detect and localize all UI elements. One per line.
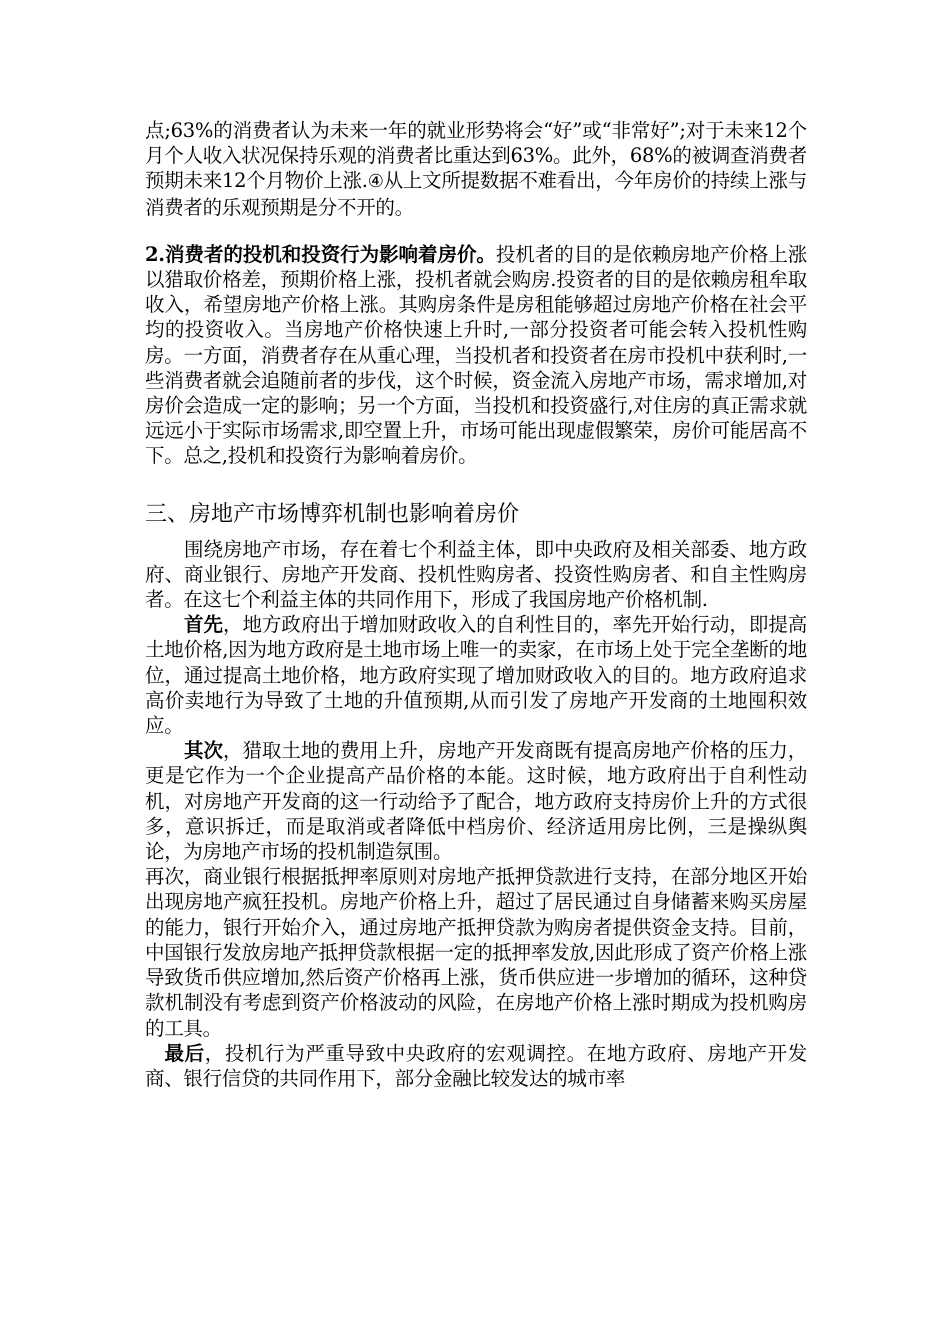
text-column <box>145 118 807 1091</box>
footnote-marker: ④ <box>367 171 384 193</box>
paragraph-second <box>145 738 807 864</box>
paragraph-last <box>145 1041 807 1091</box>
paragraph-speculation-investment <box>145 242 807 469</box>
paragraph-text: 围绕房地产市场，存在着七个利益主体，即中央政府及相关部委、地方政府、商业银行、房地产开发商、投机性购房者、投资性购房者、和自主性购房者。在这七个利益主体的共同作用下，形成了我国房地产价格机制. <box>145 537 807 612</box>
paragraph-third <box>145 864 807 1040</box>
paragraph-lead: 首先 <box>184 613 223 637</box>
section-heading: 三、房地产市场博弈机制也影响着房价 <box>145 501 520 527</box>
paragraph-lead: 最后 <box>164 1041 205 1065</box>
paragraph-first <box>145 612 807 738</box>
paragraph-text: ，猎取土地的费用上升，房地产开发商既有提高房地产价格的压力，更是它作为一个企业提高产品价格的本能。这时候，地方政府出于自利性动机，对房地产开发商的这一行动给予了配合，地方政府支持房价上升的方式很多，意识拆迁，而是取消或者降低中档房价、经济适用房比例，三是操纵舆论，为房地产市场的投机制造氛围。 <box>145 739 807 864</box>
paragraph-text: ，投机行为严重导致中央政府的宏观调控。在地方政府、房地产开发商、银行信贷的共同作用下，部分金融比较发达的城市率 <box>145 1041 807 1090</box>
paragraph-text: 再次，商业银行根据抵押率原则对房地产抵押贷款进行支持，在部分地区开始出现房地产疯狂投机。房地产价格上升，超过了居民通过自身储蓄来购买房屋的能力，银行开始介入，通过房地产抵押贷款为购房者提供资金支持。目前，中国银行发放房地产抵押贷款根据一定的抵押率发放,因此形成了资产价格上涨导致货币供应增加,然后资产价格再上涨，货币供应进一步增加的循环，这种贷款机制没有考虑到资产价格波动的风险，在房地产价格上涨时期成为投机购房的工具。 <box>145 865 807 1040</box>
paragraph-text: ，地方政府出于增加财政收入的自利性目的，率先开始行动，即提高土地价格,因为地方政府是土地市场上唯一的卖家，在市场上处于完全垄断的地位，通过提高土地价格，地方政府实现了增加财政收入的目的。地方政府追求高价卖地行为导致了土地的升值预期,从而引发了房地产开发商的土地囤积效应。 <box>145 613 807 738</box>
paragraph-text: 投机者的目的是依赖房地产价格上涨以猎取价格差，预期价格上涨，投机者就会购房.投资者的目的是依赖房租牟取收入，希望房地产价格上涨。其购房条件是房租能够超过房地产价格在社会平均的投资收入。当房地产价格快速上升时,一部分投资者可能会转入投机性购房。一方面，消费者存在从重心理，当投机者和投资者在房市投机中获利时,一些消费者就会追随前者的步伐，这个时候，资金流入房地产市场，需求增加,对房价会造成一定的影响；另一个方面，当投机和投资盛行,对住房的真正需求就远远小于实际市场需求,即空置上升，市场可能出现虚假繁荣，房价可能居高不下。总之,投机和投资行为影响着房价。 <box>145 242 807 468</box>
paragraph-lead: 其次 <box>184 739 223 763</box>
paragraph-text-tail: 从上文所提数据不难看出，今年房价的持续上涨与消费者的乐观预期是分不开的。 <box>145 169 807 219</box>
paragraph-consumer-expectations <box>145 118 807 220</box>
paragraph-stakeholders <box>145 537 807 613</box>
paragraph-text: 点;63%的消费者认为未来一年的就业形势将会“好”或“非常好”;对于未来12个月个人收入状况保持乐观的消费者比重达到63%。此外，68%的被调查消费者预期未来12个月物价上涨. <box>145 119 807 193</box>
paragraph-lead: 2.消费者的投机和投资行为影响着房价。 <box>145 242 496 266</box>
